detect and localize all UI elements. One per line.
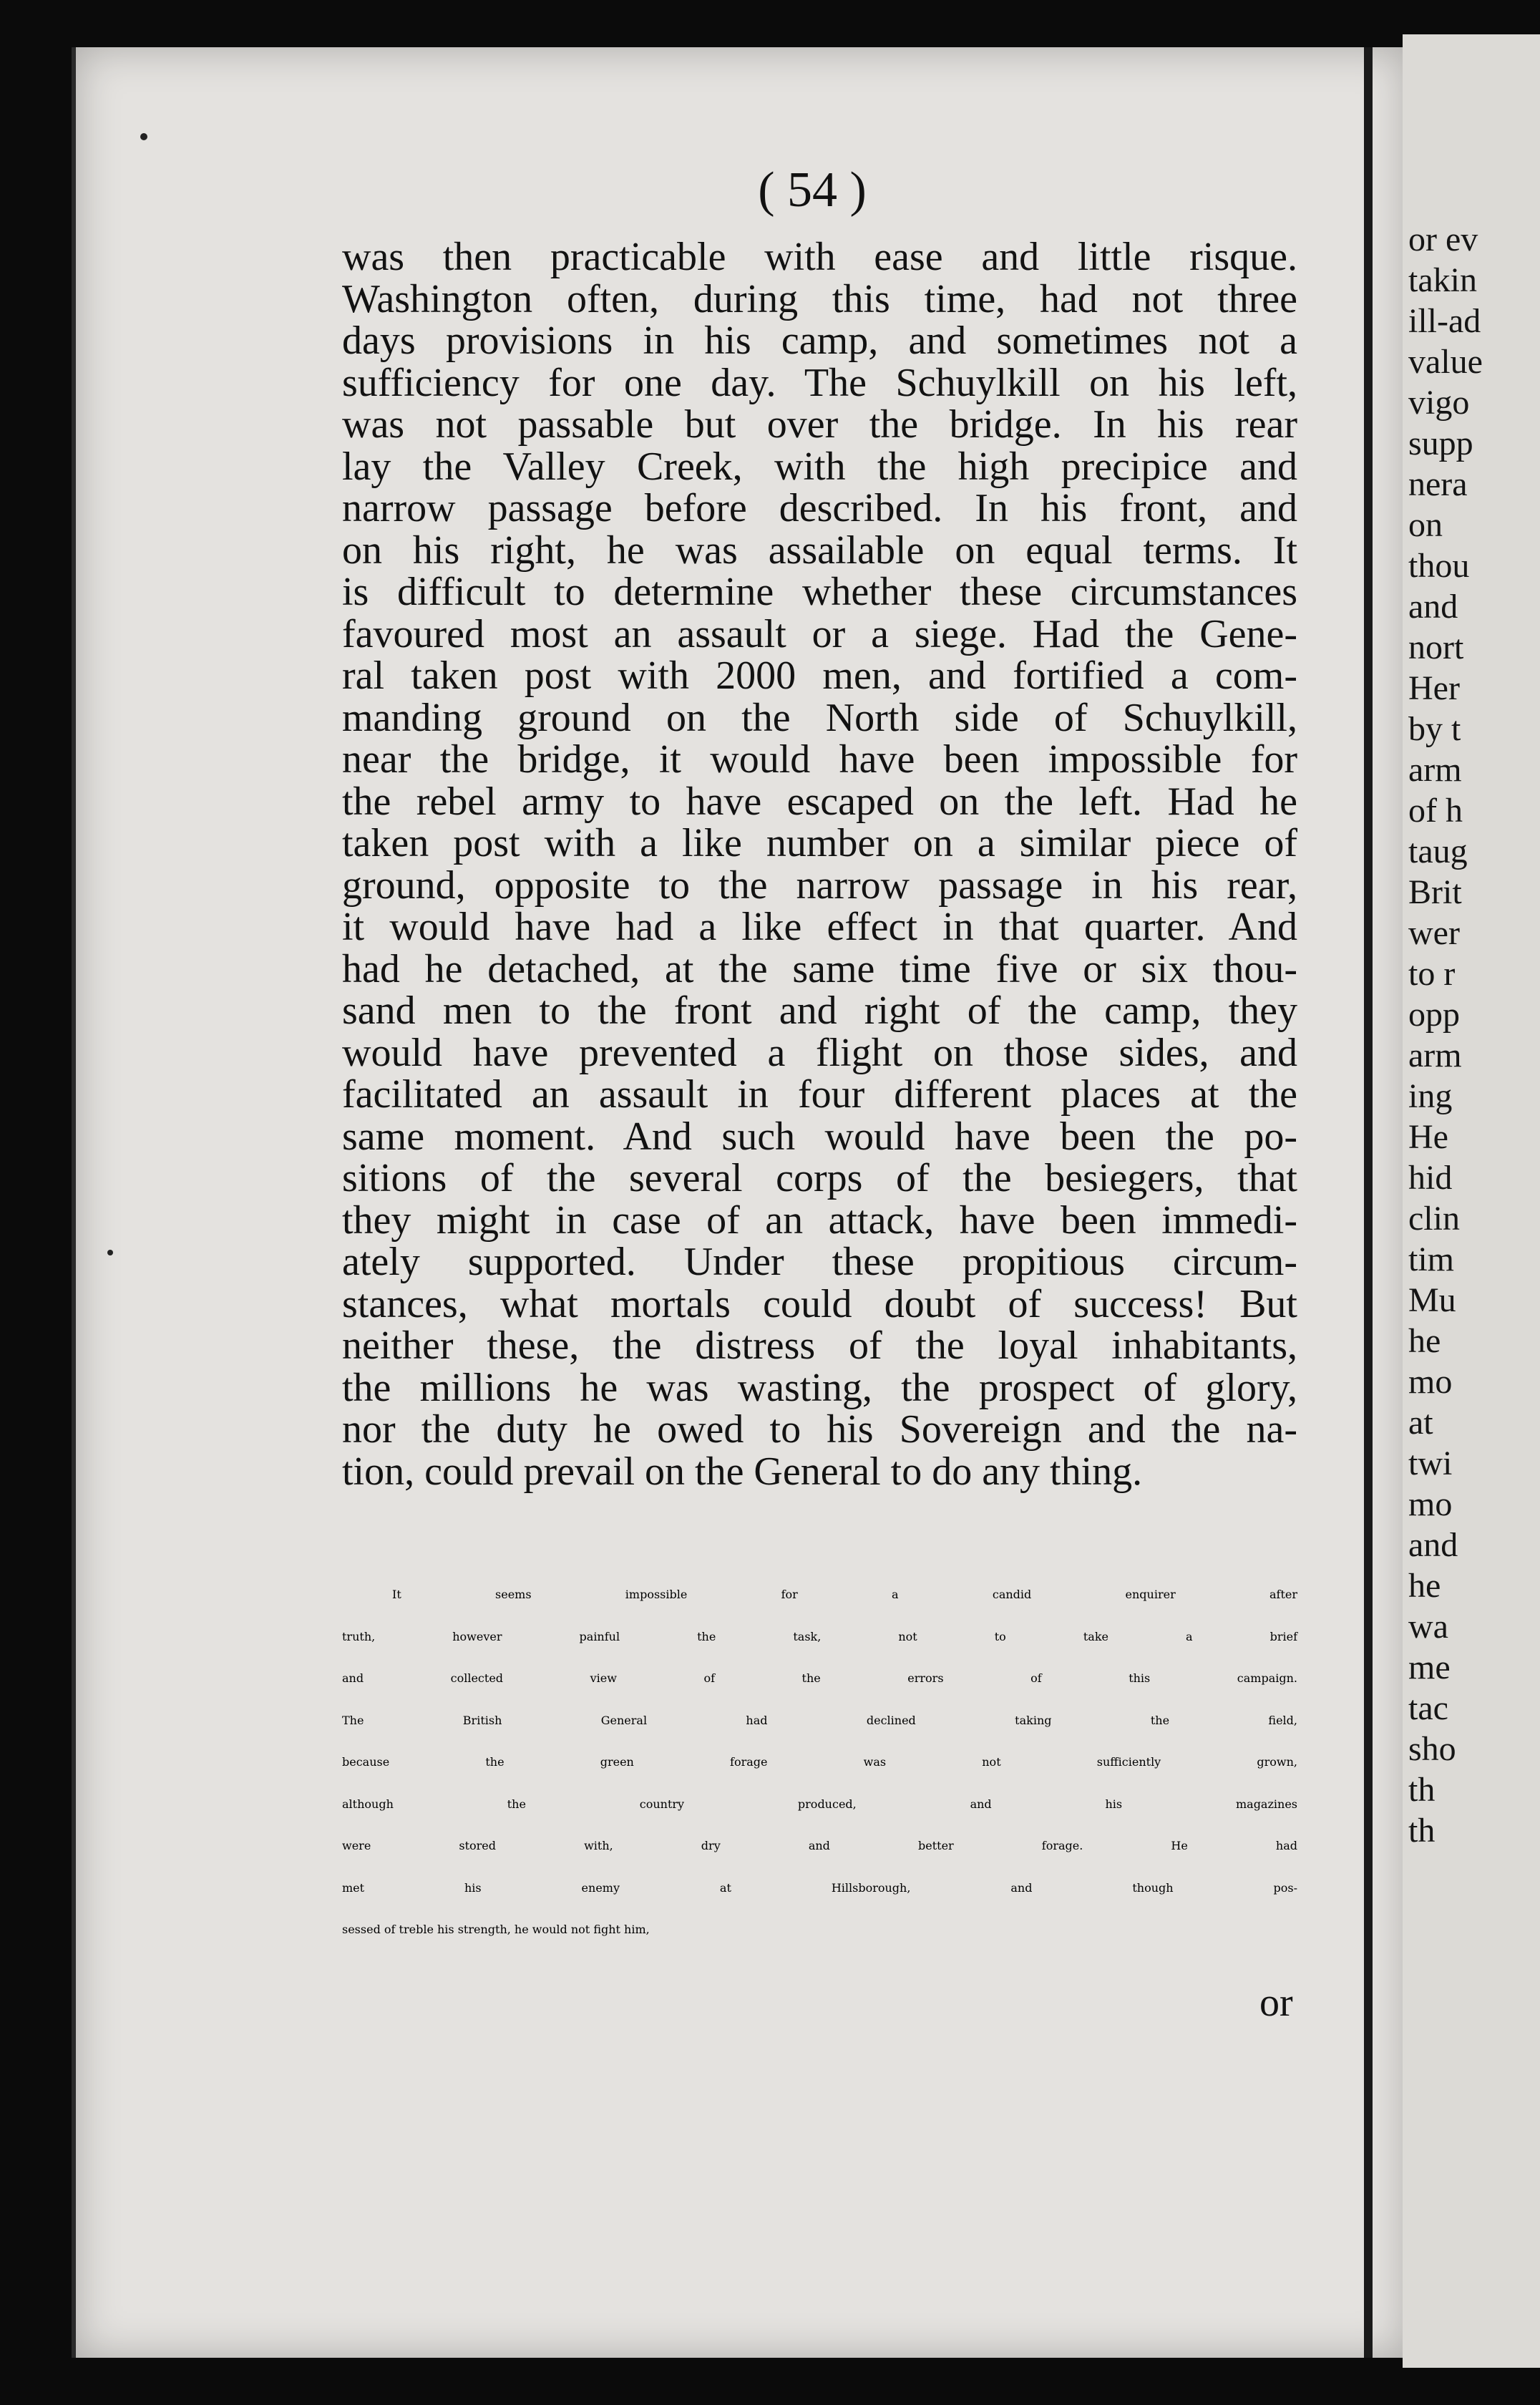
text-line: sitions of the several corps of the besiegers, that: [342, 1156, 1297, 1200]
facing-page-fragment: mo: [1408, 1363, 1453, 1401]
text-line: same moment. And such would have been the po-: [342, 1114, 1297, 1159]
text-line: were stored with, dry and better forage. He had: [342, 1839, 1297, 1852]
facing-page-fragment: and: [1408, 1526, 1458, 1564]
text-line: was not passable but over the bridge. In his rear: [342, 402, 1297, 447]
text-line: they might in case of an attack, have been immedi-: [342, 1197, 1297, 1243]
text-line: because the green forage was not sufficiently grown,: [342, 1755, 1297, 1769]
text-line: Washington often, during this time, had not three: [342, 276, 1297, 321]
facing-page-fragment: takin: [1408, 261, 1477, 299]
ink-speck: [140, 133, 147, 140]
facing-page-fragment: thou: [1408, 547, 1470, 585]
facing-page-fragment: sho: [1408, 1730, 1456, 1768]
paragraph-1: [342, 236, 1297, 1492]
facing-page-fragment: arm: [1408, 751, 1462, 789]
facing-page-fragment: to r: [1408, 955, 1456, 993]
text-line: had he detached, at the same time five or six thou-: [342, 946, 1297, 991]
facing-page-fragment: or ev: [1408, 220, 1478, 258]
facing-page-fragment: nort: [1408, 628, 1464, 666]
text-line: on his right, he was assailable on equal terms. It: [342, 528, 1297, 573]
facing-page-fragment: opp: [1408, 996, 1460, 1034]
facing-page-fragment: arm: [1408, 1036, 1462, 1074]
facing-page-fragment: nera: [1408, 465, 1468, 503]
facing-page-fragment: he: [1408, 1567, 1441, 1605]
text-line: the millions he was wasting, the prospect of glory,: [342, 1365, 1297, 1410]
text-line: it would have had a like effect in that quarter. And: [342, 905, 1297, 949]
text-line: days provisions in his camp, and sometimes not a: [342, 319, 1297, 363]
facing-page-fragment: hid: [1408, 1159, 1453, 1197]
text-line: and collected view of the errors of this campaign.: [342, 1671, 1297, 1685]
text-line: ground, opposite to the narrow passage in his rear,: [342, 863, 1297, 908]
text-line: tion, could prevail on the General to do any thing.: [342, 1449, 1143, 1494]
facing-page-fragment: clin: [1408, 1200, 1460, 1238]
facing-page-fragment: Her: [1408, 669, 1460, 707]
text-line: would have prevented a flight on those sides, and: [342, 1030, 1297, 1075]
text-line: is difficult to determine whether these circumstances: [342, 570, 1297, 614]
facing-page-fragment: He: [1408, 1118, 1448, 1156]
catchword: or: [1259, 1981, 1293, 2025]
facing-page-fragment: and: [1408, 588, 1458, 626]
facing-page-fragment: mo: [1408, 1485, 1453, 1523]
facing-page-fragment: he: [1408, 1322, 1441, 1360]
paragraph-2: [342, 1588, 1297, 1965]
text-line: met his enemy at Hillsborough, and though pos-: [342, 1880, 1297, 1895]
text-line: ately supported. Under these propitious circum-: [342, 1240, 1297, 1284]
text-line: manding ground on the North side of Schuylkill,: [342, 695, 1297, 740]
text-line: lay the Valley Creek, with the high precipice and: [342, 444, 1297, 489]
page-gutter: [1364, 47, 1373, 2358]
text-line: ral taken post with 2000 men, and fortified a com-: [342, 654, 1297, 698]
facing-page-fragment: ing: [1408, 1077, 1453, 1115]
facing-page-fragment: th: [1408, 1771, 1436, 1809]
text-line: stances, what mortals could doubt of success! But: [342, 1281, 1297, 1326]
ink-speck: [107, 1250, 113, 1255]
facing-page-fragment: Brit: [1408, 873, 1462, 911]
text-line: narrow passage before described. In his front, and: [342, 486, 1297, 530]
facing-page-fragment: ill-ad: [1408, 302, 1481, 340]
text-line: favoured most an assault or a siege. Had the Gene-: [342, 611, 1297, 656]
facing-page-fragment: tac: [1408, 1689, 1448, 1727]
facing-page-fragment: twi: [1408, 1444, 1453, 1482]
facing-page-fragment: th: [1408, 1812, 1436, 1850]
facing-page-fragment: of h: [1408, 792, 1463, 830]
facing-page-fragment: by t: [1408, 710, 1461, 748]
facing-page-fragment: wa: [1408, 1608, 1448, 1646]
page-number: ( 54 ): [758, 162, 867, 218]
text-line: nor the duty he owed to his Sovereign and the na-: [342, 1407, 1297, 1452]
text-line: sessed of treble his strength, he would not fight him,: [342, 1923, 650, 1936]
text-line: facilitated an assault in four different places at the: [342, 1072, 1297, 1117]
text-line: truth, however painful the task, not to take a brief: [342, 1629, 1297, 1643]
text-line: neither these, the distress of the loyal inhabitants,: [342, 1323, 1297, 1368]
text-line: sufficiency for one day. The Schuylkill on his left,: [342, 360, 1297, 405]
facing-page-fragment: supp: [1408, 424, 1473, 462]
facing-page-fragment: Mu: [1408, 1281, 1456, 1319]
facing-page-fragment: at: [1408, 1404, 1433, 1442]
facing-page-fragment: me: [1408, 1648, 1451, 1686]
text-line: was then practicable with ease and little risque.: [342, 235, 1297, 279]
right-page: [1403, 34, 1540, 2368]
facing-page-fragment: value: [1408, 343, 1483, 381]
text-line: although the country produced, and his magazines: [342, 1797, 1297, 1811]
text-line: the rebel army to have escaped on the left. Had he: [342, 779, 1297, 824]
text-line: near the bridge, it would have been impossible for: [342, 737, 1297, 782]
text-line: The British General had declined taking the field,: [342, 1713, 1297, 1727]
facing-page-fragment: wer: [1408, 914, 1460, 952]
text-line: taken post with a like number on a similar piece of: [342, 821, 1297, 865]
text-line: It seems impossible for a candid enquirer after: [392, 1588, 1297, 1601]
facing-page-fragment: vigo: [1408, 384, 1470, 422]
facing-page-fragment: on: [1408, 506, 1443, 544]
text-line: sand men to the front and right of the camp, they: [342, 988, 1297, 1033]
facing-page-fragment: tim: [1408, 1240, 1455, 1278]
facing-page-fragment: taug: [1408, 832, 1468, 870]
